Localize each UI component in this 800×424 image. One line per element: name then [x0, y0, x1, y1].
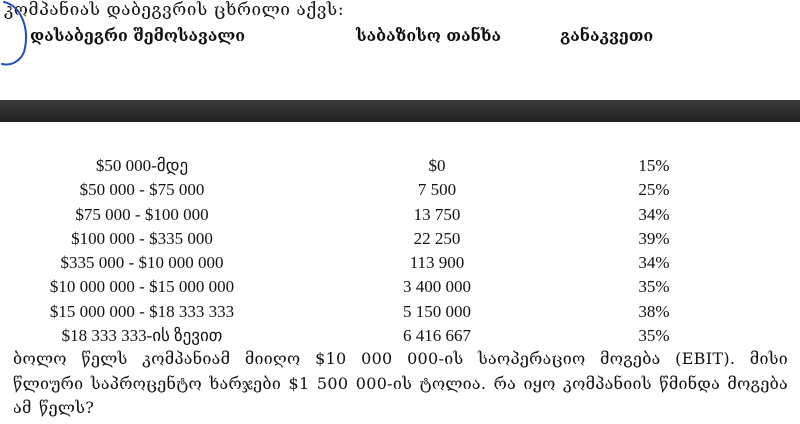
base-cell: 5 150 000	[403, 301, 471, 321]
bracket-cell: $335 000 - $10 000 000	[60, 253, 224, 273]
header-divider-bar	[0, 100, 800, 122]
header-base-amount: საბაზისო თანხა	[356, 26, 502, 45]
base-cell: $0	[428, 156, 446, 175]
rate-cell: 34%	[638, 204, 670, 224]
table-row	[0, 203, 800, 227]
bracket-cell: $10 000 000 - $15 000 000	[49, 277, 235, 297]
intro-text: კომპანიას დაბეგვრის ცხრილი აქვს:	[4, 0, 345, 20]
header-rate: განაკვეთი	[560, 26, 654, 45]
table-row	[0, 227, 800, 251]
bracket-cell: $50 000-მდე	[95, 156, 189, 175]
question-paragraph: ბოლო წელს კომპანიამ მიიღო $10 000 000-ის საოპერაციო მოგება (EBIT). მისი წლიური საპროცენტო ხარჯები $1 500 000-ის ტოლია. რა იყო კომპანიის წმინდა მოგება ამ წელს?	[13, 349, 788, 417]
table-row	[0, 178, 800, 202]
base-cell: 3 400 000	[403, 277, 471, 297]
bracket-cell: $50 000 - $75 000	[79, 180, 205, 200]
table-row	[0, 300, 800, 324]
table-row	[0, 251, 800, 275]
bracket-cell: $18 333 333-ის ზევით	[61, 326, 223, 346]
table-row	[0, 324, 800, 348]
bracket-cell: $100 000 - $335 000	[71, 228, 213, 248]
table-row	[0, 154, 800, 178]
rate-cell: 15%	[638, 156, 670, 175]
rate-cell: 34%	[638, 253, 670, 273]
header-taxable-income: დასაბეგრი შემოსავალი	[30, 26, 246, 45]
rate-cell: 35%	[638, 277, 670, 297]
base-cell: 6 416 667	[403, 326, 471, 346]
base-cell: 7 500	[417, 180, 457, 200]
base-cell: 22 250	[413, 228, 461, 248]
base-cell: 13 750	[413, 204, 461, 224]
base-cell: 113 900	[409, 253, 465, 273]
table-row	[0, 275, 800, 299]
rate-cell: 25%	[638, 180, 670, 200]
rate-cell: 35%	[638, 326, 670, 346]
tax-table	[0, 154, 800, 348]
bracket-cell: $15 000 000 - $18 333 333	[49, 301, 235, 321]
rate-cell: 39%	[638, 228, 670, 248]
bracket-cell: $75 000 - $100 000	[75, 204, 209, 224]
rate-cell: 38%	[638, 301, 670, 321]
